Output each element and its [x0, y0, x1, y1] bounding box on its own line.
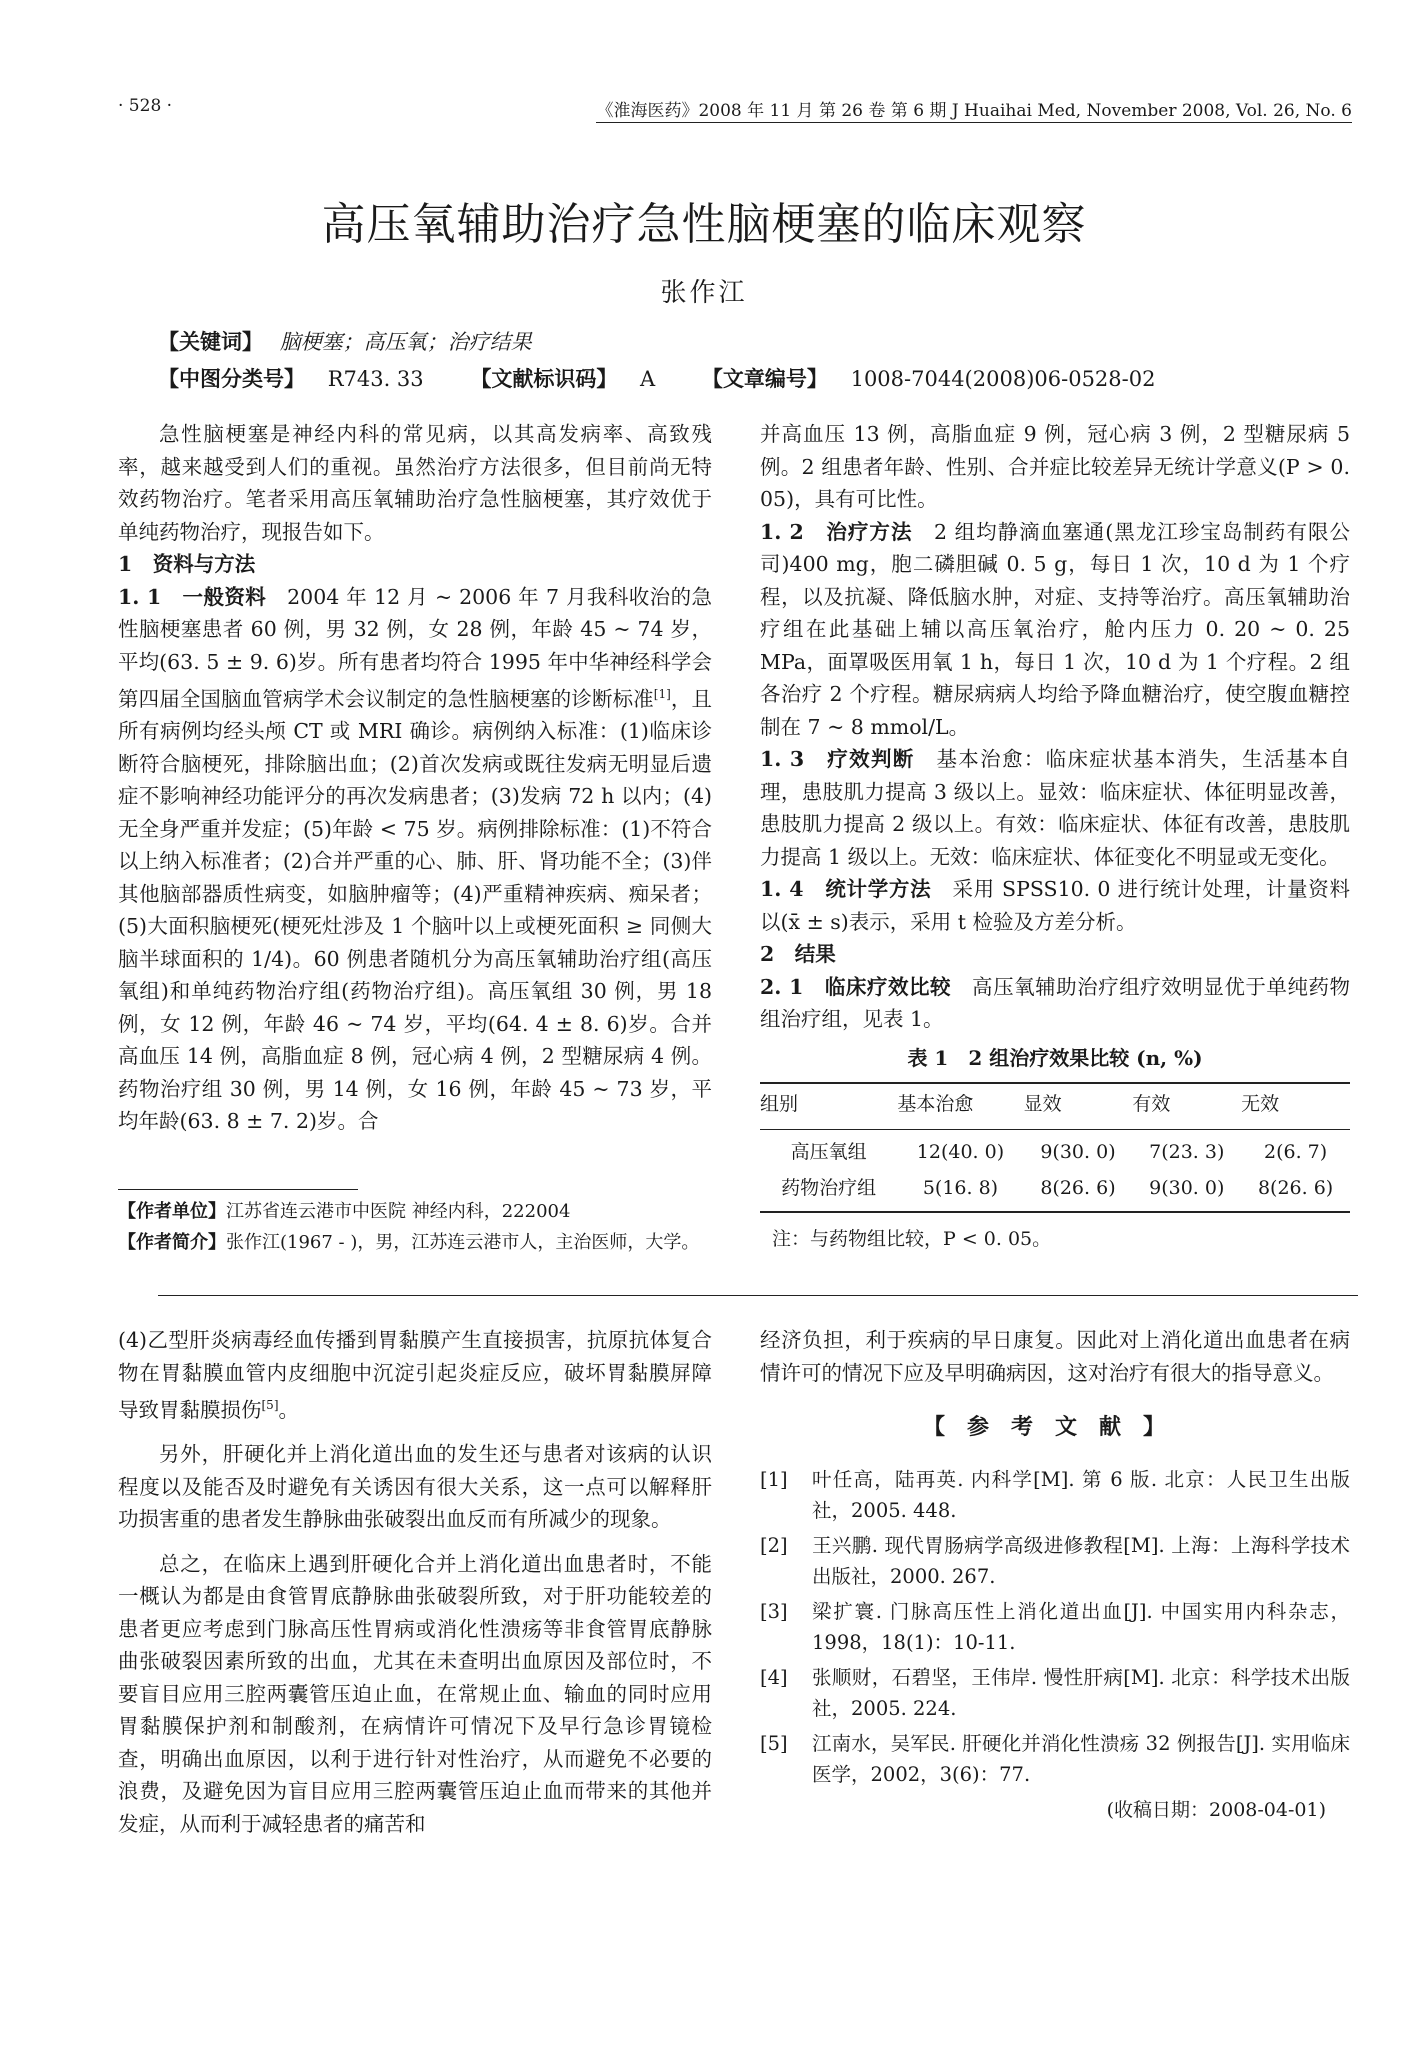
section-1-2-text: 2 组均静滴血塞通(黑龙江珍宝岛制药有限公司)400 mg，胞二磷胆碱 0. 5 g，每日 1 次，10 d 为 1 个疗程，以及抗凝、降低脑水肿，对症、支持等治疗。高压氧辅助治疗组在此基础上辅以高压氧治疗，舱内压力 0. 20 ~ 0. 25 MPa，面罩吸医用氧 1 h，每日 1 次，10 d 为 1 个疗程。2 组各治疗 2 个疗程。糖尿病病人均给予降血糖治疗，使空腹血糖控制在 7 ~ 8 mmol/L。 [760, 519, 1350, 739]
lower-right-column [760, 1324, 1350, 1826]
section-1-2-label: 1. 2 治疗方法 [760, 519, 913, 544]
doc-code-label: 【文献标识码】 [470, 366, 618, 391]
continued-paragraph: 并高血压 13 例，高脂血症 9 例，冠心病 3 例，2 型糖尿病 5 例。2 组患者年龄、性别、合并症比较差异无统计学意义(P > 0. 05)，具有可比性。 [760, 422, 1350, 511]
section-1-4-paragraph [760, 873, 1350, 938]
keywords: 脑梗塞；高压氧；治疗结果 [279, 330, 532, 354]
reference-number: [1] [760, 1467, 788, 1491]
table-header-cell: 基本治愈 [897, 1083, 1023, 1129]
author-footnotes [118, 1196, 718, 1258]
reference-number: [4] [760, 1665, 788, 1689]
section-1-1-paragraph [118, 581, 712, 1138]
intro-paragraph: 急性脑梗塞是神经内科的常见病，以其高发病率、高致残率，越来越受到人们的重视。虽然治疗方法很多，但目前尚无特效药物治疗。笔者采用高压氧辅助治疗急性脑梗塞，其疗效优于单纯药物治疗，现报告如下。 [118, 422, 712, 544]
lower-right-paragraph: 经济负担，利于疾病的早日康复。因此对上消化道出血患者在病情许可的情况下应及早明确病因，这对治疗有很大的指导意义。 [760, 1328, 1350, 1385]
reference-item [760, 1464, 1350, 1526]
section-1-3-paragraph [760, 743, 1350, 873]
reference-item [760, 1596, 1350, 1658]
table-cell: 9(30. 0) [1132, 1170, 1241, 1212]
article-no-label: 【文章编号】 [701, 366, 828, 391]
section-2-1-label: 2. 1 临床疗效比较 [760, 974, 952, 999]
affiliation-text: 江苏省连云港市中医院 神经内科，222004 [226, 1201, 571, 1222]
keywords-line [158, 326, 532, 356]
affiliation-label: 【作者单位】 [118, 1201, 226, 1222]
lower-paragraph-1-end: 。 [278, 1397, 299, 1422]
footnote-rule [118, 1189, 358, 1190]
table-row [760, 1129, 1350, 1170]
table-header-cell: 有效 [1132, 1083, 1241, 1129]
section-1-2-paragraph [760, 516, 1350, 744]
references-heading: 【参考文献】 [922, 1414, 1187, 1440]
section-1-4-text: 采用 SPSS10. 0 进行统计处理，计量资料以(x̄ ± s)表示，采用 t 检验及方差分析。 [760, 877, 1350, 934]
section-1-3-text: 基本治愈：临床症状基本消失，生活基本自理，患肢肌力提高 3 级以上。显效：临床症状、体征明显改善，患肢肌力提高 2 级以上。有效：临床症状、体征有改善，患肢肌力提高 1 级以上。无效：临床症状、体征变化不明显或无变化。 [760, 747, 1350, 869]
citation-5: [5] [261, 1398, 279, 1412]
article-no-value: 1008-7044(2008)06-0528-02 [850, 367, 1156, 391]
reference-text: 张顺财，石碧坚，王伟岸. 慢性肝病[M]. 北京：科学技术出版社，2005. 224. [812, 1665, 1350, 1720]
bio-text: 张作江(1967 - )，男，江苏连云港市人，主治医师，大学。 [226, 1232, 700, 1253]
reference-text: 王兴鹏. 现代胃肠病学高级进修教程[M]. 上海：上海科学技术出版社，2000. 267. [812, 1533, 1350, 1588]
table-1 [760, 1082, 1350, 1213]
bio-label: 【作者简介】 [118, 1232, 226, 1253]
reference-number: [2] [760, 1533, 788, 1557]
reference-text: 梁扩寰. 门脉高压性上消化道出血[J]. 中国实用内科杂志，1998，18(1)：10-11. [812, 1599, 1350, 1654]
received-date: (收稿日期：2008-04-01) [1106, 1798, 1326, 1821]
article-author: 张作江 [660, 278, 748, 308]
reference-text: 江南水，吴军民. 肝硬化并消化性溃疡 32 例报告[J]. 实用临床医学，2002，3(6)：77. [812, 1731, 1350, 1786]
lower-paragraph-2: 另外，肝硬化并上消化道出血的发生还与患者对该病的认识程度以及能否及时避免有关诱因有很大关系，这一点可以解释肝功损害重的患者发生静脉曲张破裂出血反而有所减少的现象。 [118, 1442, 712, 1532]
lower-paragraph-1 [118, 1324, 712, 1426]
table-header-cell: 显效 [1024, 1083, 1133, 1129]
table-cell: 药物治疗组 [760, 1170, 897, 1212]
lower-left-column [118, 1324, 712, 1840]
table-cell: 7(23. 3) [1149, 1140, 1225, 1163]
clc-value: R743. 33 [327, 367, 424, 391]
doc-code-value: A [640, 367, 656, 391]
left-column [118, 418, 712, 1138]
table-cell: 8(26. 6) [1024, 1170, 1133, 1212]
journal-header: 《淮海医药》2008 年 11 月 第 26 卷 第 6 期 J Huaihai Med, November 2008, Vol. 26, No. 6 [596, 96, 1352, 123]
section-2-1-paragraph [760, 971, 1350, 1036]
section-1-1-label: 1. 1 一般资料 [118, 584, 267, 609]
keywords-label: 【关键词】 [158, 329, 263, 354]
affiliation-line [118, 1196, 718, 1227]
page-number: · 528 · [118, 96, 173, 116]
article-title: 高压氧辅助治疗急性脑梗塞的临床观察 [321, 199, 1087, 250]
table-cell: 12(40. 0) [916, 1140, 1005, 1163]
table-cell: 2(6. 7) [1263, 1140, 1328, 1163]
section-1-1-text-cont: ，且所有病例均经头颅 CT 或 MRI 确诊。病例纳入标准：(1)临床诊断符合脑梗死，排除脑出血；(2)首次发病或既往发病无明显后遗症不影响神经功能评分的再次发病患者；(3)发病 72 h 以内；(4)无全身严重并发症；(5)年龄 < 75 岁。病例排除标准：(1)不符合以上纳入标准者；(2)合并严重的心、肺、肝、肾功能不全；(3)伴其他脑部器质性病变，如脑肿瘤等；(4)严重精神疾病、痴呆者；(5)大面积脑梗死(梗死灶涉及 1 个脑叶以上或梗死面积 ≥ 同侧大脑半球面积的 1/4)。60 例患者随机分为高压氧辅助治疗组(高压氧组)和单纯药物治疗组(药物治疗组)。高压氧组 30 例，男 18 例，女 12 例，年龄 46 ~ 74 岁，平均(64. 4 ± 8. 6)岁。合并高血压 14 例，高脂血症 8 例，冠心病 4 例，2 型糖尿病 4 例。药物治疗组 30 例，男 14 例，女 16 例，年龄 45 ~ 73 岁，平均年龄(63. 8 ± 7. 2)岁。合 [118, 686, 713, 1134]
table-1-note: 注：与药物组比较，P < 0. 05。 [772, 1227, 1052, 1250]
reference-item [760, 1728, 1350, 1790]
lower-paragraph-1-text: (4)乙型肝炎病毒经血传播到胃黏膜产生直接损害，抗原抗体复合物在胃黏膜血管内皮细胞中沉淀引起炎症反应，破坏胃黏膜屏障导致胃黏膜损伤 [118, 1328, 712, 1422]
reference-number: [3] [760, 1599, 788, 1623]
section-1-4-label: 1. 4 统计学方法 [760, 877, 932, 901]
section-1-heading: 1 资料与方法 [118, 552, 256, 576]
reference-number: [5] [760, 1731, 788, 1755]
reference-item [760, 1662, 1350, 1724]
reference-item [760, 1530, 1350, 1592]
clc-label: 【中图分类号】 [158, 366, 305, 391]
table-1-caption: 表 1 2 组治疗效果比较 (n, %) [907, 1045, 1203, 1070]
table-header-cell: 组别 [760, 1083, 897, 1129]
lower-paragraph-3: 总之，在临床上遇到肝硬化合并上消化道出血患者时，不能一概认为都是由食管胃底静脉曲张破裂所致，对于肝功能较差的患者更应考虑到门脉高压性胃病或消化性溃疡等非食管胃底静脉曲张破裂因素所致的出血，尤其在未查明出血原因及部位时，不要盲目应用三腔两囊管压迫止血，在常规止血、输血的同时应用胃黏膜保护剂和制酸剂，在病情许可情况下及早行急诊胃镜检查，明确出血原因，以利于进行针对性治疗，从而避免不必要的浪费，及避免因为盲目应用三腔两囊管压迫止血而带来的其他并发症，从而利于减轻患者的痛苦和 [118, 1551, 712, 1836]
table-cell: 9(30. 0) [1040, 1140, 1116, 1163]
reference-text: 叶任高，陆再英. 内科学[M]. 第 6 版. 北京：人民卫生出版社，2005. 448. [812, 1467, 1350, 1522]
table-header-row [760, 1083, 1350, 1129]
section-2-1-text: 高压氧辅助治疗组疗效明显优于单纯药物组治疗组，见表 1。 [760, 974, 1350, 1031]
right-column [760, 418, 1350, 1255]
section-2-heading: 2 结果 [760, 942, 836, 966]
table-cell: 8(26. 6) [1241, 1170, 1350, 1212]
section-1-3-label: 1. 3 疗效判断 [760, 747, 915, 771]
bio-line [118, 1227, 718, 1258]
table-header-cell: 无效 [1241, 1083, 1350, 1129]
table-cell: 5(16. 8) [897, 1170, 1023, 1212]
article-separator-rule [158, 1295, 1358, 1296]
classification-line [158, 363, 1155, 393]
section-1-1-text: 2004 年 12 月 ~ 2006 年 7 月我科收治的急性脑梗塞患者 60 例，男 32 例，女 28 例，年龄 45 ~ 74 岁，平均(63. 5 ± 9. 6)岁。所有患者均符合 1995 年中华神经科学会第四届全国脑血管病学术会议制定的急性脑梗塞的诊断标准 [118, 584, 712, 711]
table-cell: 高压氧组 [790, 1140, 867, 1163]
table-row [760, 1170, 1350, 1212]
citation-1: [1] [653, 687, 671, 701]
